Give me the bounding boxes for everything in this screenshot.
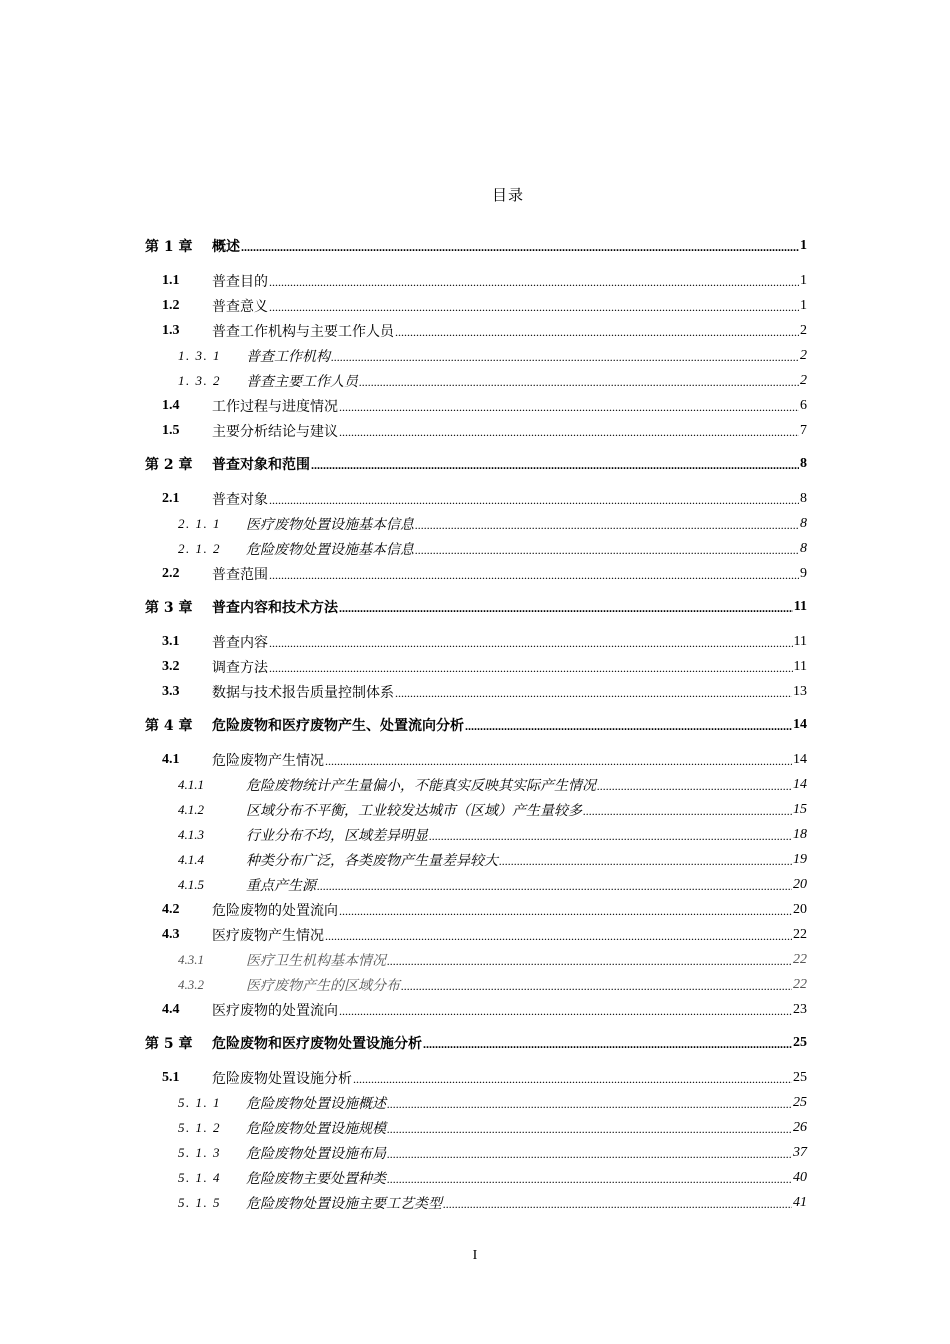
toc-entry-page: 40 xyxy=(793,1169,807,1185)
toc-entry-number: 1.3 xyxy=(162,322,180,338)
toc-entry-title: 种类分布广泛，各类废物产生量差异较大 xyxy=(246,852,498,869)
toc-dot-leader xyxy=(339,904,792,918)
toc-chapter-entry[interactable] xyxy=(145,1030,807,1056)
toc-entry-page: 15 xyxy=(793,801,807,817)
toc-subsection-entry[interactable] xyxy=(145,511,807,536)
toc-dot-leader xyxy=(465,719,792,733)
toc-subsection-entry[interactable] xyxy=(145,1190,807,1215)
toc-entry-page: 37 xyxy=(793,1144,807,1160)
toc-dot-leader xyxy=(499,854,792,868)
toc-dot-leader xyxy=(317,879,792,893)
toc-entry-number: 2. 1. 2 xyxy=(178,540,221,556)
toc-entry-number: 4.3.2 xyxy=(178,976,204,992)
toc-entry-number: 5. 1. 4 xyxy=(178,1169,221,1185)
toc-entry-number: 4.2 xyxy=(162,901,180,917)
toc-subsection-entry[interactable] xyxy=(145,1090,807,1115)
toc-dot-leader xyxy=(423,1037,792,1051)
toc-dot-leader xyxy=(443,1197,792,1211)
toc-entry-page: 20 xyxy=(793,876,807,892)
toc-entry-page: 22 xyxy=(793,951,807,967)
toc-entry-title: 调查方法 xyxy=(212,659,268,676)
toc-dot-leader xyxy=(325,929,792,943)
toc-entry-title: 普查主要工作人员 xyxy=(246,373,358,390)
toc-subsection-entry[interactable] xyxy=(145,1140,807,1165)
toc-entry-title: 危险废物处置设施分析 xyxy=(212,1070,352,1087)
toc-section-entry[interactable] xyxy=(145,654,807,679)
toc-entry-title: 普查工作机构与主要工作人员 xyxy=(212,323,394,340)
toc-dot-leader xyxy=(359,375,799,389)
toc-subsection-entry[interactable] xyxy=(145,847,807,872)
toc-dot-leader xyxy=(387,1172,792,1186)
toc-entry-page: 11 xyxy=(793,658,807,674)
toc-entry-page: 26 xyxy=(793,1119,807,1135)
toc-entry-page: 20 xyxy=(793,901,807,917)
toc-section-entry[interactable] xyxy=(145,293,807,318)
toc-entry-number: 1.1 xyxy=(162,272,180,288)
toc-entry-title: 医疗废物处置设施基本信息 xyxy=(246,516,414,533)
toc-dot-leader xyxy=(339,601,793,615)
toc-dot-leader xyxy=(387,1097,792,1111)
toc-entry-page: 1 xyxy=(800,297,807,313)
toc-entry-number: 1.4 xyxy=(162,397,180,413)
toc-subsection-entry[interactable] xyxy=(145,1115,807,1140)
toc-entry-number: 1. 3. 1 xyxy=(178,347,221,363)
toc-entry-number: 4.1.2 xyxy=(178,801,204,817)
toc-entry-title: 危险废物的处置流向 xyxy=(212,902,338,919)
toc-entry-number: 第 2 章 xyxy=(145,457,193,473)
toc-entry-title: 医疗废物产生情况 xyxy=(212,927,324,944)
toc-dot-leader xyxy=(331,350,799,364)
toc-entry-number: 5. 1. 3 xyxy=(178,1144,221,1160)
toc-entry-number: 4.1.3 xyxy=(178,826,204,842)
toc-entry-number: 4.1.5 xyxy=(178,876,204,892)
toc-entry-number: 第 4 章 xyxy=(145,718,193,734)
toc-entry-page: 13 xyxy=(793,683,807,699)
toc-dot-leader xyxy=(311,458,799,472)
toc-dot-leader xyxy=(339,425,799,439)
toc-entry-page: 2 xyxy=(800,322,807,338)
toc-entry-title: 数据与技术报告质量控制体系 xyxy=(212,684,394,701)
toc-entry-page: 8 xyxy=(800,490,807,506)
toc-entry-number: 2. 1. 1 xyxy=(178,515,221,531)
toc-section-entry[interactable] xyxy=(145,629,807,654)
toc-subsection-entry[interactable] xyxy=(145,368,807,393)
toc-entry-title: 区域分布不平衡，工业较发达城市（区域）产生量较多 xyxy=(246,802,582,819)
toc-entry-number: 2.1 xyxy=(162,490,180,506)
toc-entry-title: 重点产生源 xyxy=(246,877,316,894)
toc-entry-page: 14 xyxy=(793,751,807,767)
page-number: I xyxy=(472,1248,478,1263)
toc-entry-page: 18 xyxy=(793,826,807,842)
toc-dot-leader xyxy=(339,400,799,414)
toc-dot-leader xyxy=(395,686,792,700)
toc-entry-title: 普查内容和技术方法 xyxy=(212,600,338,616)
toc-dot-leader xyxy=(269,661,793,675)
toc-entry-number: 2.2 xyxy=(162,565,180,581)
toc-entry-number: 3.2 xyxy=(162,658,180,674)
toc-dot-leader xyxy=(387,1122,792,1136)
toc-entry-number: 1.2 xyxy=(162,297,180,313)
toc-entry-number: 5. 1. 2 xyxy=(178,1119,221,1135)
toc-chapter-entry[interactable] xyxy=(145,594,807,620)
toc-entry-title: 危险废物产生情况 xyxy=(212,752,324,769)
toc-entry-page: 14 xyxy=(793,776,807,792)
toc-subsection-entry[interactable] xyxy=(145,343,807,368)
toc-entry-title: 普查范围 xyxy=(212,566,268,583)
toc-subsection-entry[interactable] xyxy=(145,822,807,847)
toc-dot-leader xyxy=(401,979,792,993)
toc-entry-title: 普查意义 xyxy=(212,298,268,315)
toc-entry-page: 22 xyxy=(793,926,807,942)
toc-dot-leader xyxy=(395,325,799,339)
toc-entry-title: 危险废物统计产生量偏小，不能真实反映其实际产生情况 xyxy=(246,777,596,794)
toc-section-entry[interactable] xyxy=(145,997,807,1022)
toc-dot-leader xyxy=(269,636,793,650)
toc-entry-title: 危险废物处置设施主要工艺类型 xyxy=(246,1195,442,1212)
toc-entry-title: 医疗卫生机构基本情况 xyxy=(246,952,386,969)
toc-entry-page: 6 xyxy=(800,397,807,413)
toc-entry-number: 第 1 章 xyxy=(145,239,193,255)
toc-dot-leader xyxy=(241,240,799,254)
toc-section-entry[interactable] xyxy=(145,561,807,586)
toc-section-entry[interactable] xyxy=(145,486,807,511)
toc-entry-title: 医疗废物的处置流向 xyxy=(212,1002,338,1019)
toc-entry-page: 22 xyxy=(793,976,807,992)
toc-dot-leader xyxy=(269,493,799,507)
toc-entry-title: 工作过程与进度情况 xyxy=(212,398,338,415)
toc-entry-title: 危险废物主要处置种类 xyxy=(246,1170,386,1187)
toc-entry-number: 1. 3. 2 xyxy=(178,372,221,388)
toc-dot-leader xyxy=(269,275,799,289)
toc-subsection-entry[interactable] xyxy=(145,797,807,822)
toc-entry-number: 4.4 xyxy=(162,1001,180,1017)
toc-section-entry[interactable] xyxy=(145,747,807,772)
toc-entry-number: 4.3 xyxy=(162,926,180,942)
toc-entry-number: 4.1 xyxy=(162,751,180,767)
toc-entry-page: 9 xyxy=(800,565,807,581)
toc-entry-page: 25 xyxy=(793,1035,807,1050)
toc-entry-page: 2 xyxy=(800,347,807,363)
toc-dot-leader xyxy=(339,1004,792,1018)
toc-entry-page: 1 xyxy=(800,238,807,253)
toc-entry-title: 普查内容 xyxy=(212,634,268,651)
toc-entry-number: 4.3.1 xyxy=(178,951,204,967)
toc-entry-page: 19 xyxy=(793,851,807,867)
toc-entry-page: 23 xyxy=(793,1001,807,1017)
toc-section-entry[interactable] xyxy=(145,418,807,443)
toc-section-entry[interactable] xyxy=(145,1065,807,1090)
toc-entry-number: 第 3 章 xyxy=(145,600,193,616)
toc-entry-number: 5.1 xyxy=(162,1069,180,1085)
toc-entry-title: 危险废物处置设施布局 xyxy=(246,1145,386,1162)
table-of-contents xyxy=(145,233,807,1215)
toc-entry-page: 14 xyxy=(793,717,807,732)
toc-entry-title: 概述 xyxy=(212,239,240,255)
toc-subsection-entry[interactable] xyxy=(145,1165,807,1190)
toc-entry-title: 行业分布不均，区域差异明显 xyxy=(246,827,428,844)
toc-dot-leader xyxy=(387,954,792,968)
toc-entry-page: 11 xyxy=(793,599,807,614)
toc-section-entry[interactable] xyxy=(145,393,807,418)
toc-subsection-entry[interactable] xyxy=(145,972,807,997)
toc-entry-number: 1.5 xyxy=(162,422,180,438)
toc-dot-leader xyxy=(387,1147,792,1161)
toc-dot-leader xyxy=(597,779,792,793)
toc-entry-number: 3.1 xyxy=(162,633,180,649)
toc-section-entry[interactable] xyxy=(145,268,807,293)
toc-entry-page: 8 xyxy=(800,540,807,556)
toc-entry-title: 危险废物处置设施规模 xyxy=(246,1120,386,1137)
toc-entry-page: 25 xyxy=(793,1069,807,1085)
toc-entry-page: 41 xyxy=(793,1194,807,1210)
toc-entry-title: 危险废物处置设施基本信息 xyxy=(246,541,414,558)
toc-entry-title: 危险废物和医疗废物产生、处置流向分析 xyxy=(212,718,464,734)
toc-entry-number: 4.1.1 xyxy=(178,776,204,792)
toc-subsection-entry[interactable] xyxy=(145,536,807,561)
toc-dot-leader xyxy=(415,518,799,532)
toc-entry-number: 5. 1. 5 xyxy=(178,1194,221,1210)
toc-chapter-entry[interactable] xyxy=(145,451,807,477)
toc-section-entry[interactable] xyxy=(145,318,807,343)
toc-dot-leader xyxy=(269,300,799,314)
toc-section-entry[interactable] xyxy=(145,897,807,922)
toc-dot-leader xyxy=(353,1072,792,1086)
toc-section-entry[interactable] xyxy=(145,922,807,947)
toc-entry-title: 医疗废物产生的区域分布 xyxy=(246,977,400,994)
toc-entry-title: 主要分析结论与建议 xyxy=(212,423,338,440)
toc-entry-number: 第 5 章 xyxy=(145,1036,193,1052)
toc-entry-title: 普查对象和范围 xyxy=(212,457,310,473)
toc-dot-leader xyxy=(583,804,792,818)
toc-entry-page: 25 xyxy=(793,1094,807,1110)
toc-entry-title: 普查工作机构 xyxy=(246,348,330,365)
toc-dot-leader xyxy=(325,754,792,768)
toc-section-entry[interactable] xyxy=(145,679,807,704)
toc-entry-title: 危险废物和医疗废物处置设施分析 xyxy=(212,1036,422,1052)
toc-entry-number: 5. 1. 1 xyxy=(178,1094,221,1110)
toc-entry-number: 3.3 xyxy=(162,683,180,699)
toc-subsection-entry[interactable] xyxy=(145,772,807,797)
toc-dot-leader xyxy=(415,543,799,557)
toc-entry-page: 8 xyxy=(800,515,807,531)
toc-entry-title: 普查对象 xyxy=(212,491,268,508)
toc-entry-page: 1 xyxy=(800,272,807,288)
toc-dot-leader xyxy=(269,568,799,582)
toc-subsection-entry[interactable] xyxy=(145,947,807,972)
toc-entry-page: 11 xyxy=(793,633,807,649)
toc-dot-leader xyxy=(429,829,792,843)
toc-subsection-entry[interactable] xyxy=(145,872,807,897)
toc-entry-number: 4.1.4 xyxy=(178,851,204,867)
toc-title: 目录 xyxy=(491,186,524,204)
toc-entry-page: 2 xyxy=(800,372,807,388)
toc-entry-page: 7 xyxy=(800,422,807,438)
toc-entry-title: 危险废物处置设施概述 xyxy=(246,1095,386,1112)
toc-entry-page: 8 xyxy=(800,456,807,471)
toc-chapter-entry[interactable] xyxy=(145,233,807,259)
toc-entry-title: 普查目的 xyxy=(212,273,268,290)
toc-chapter-entry[interactable] xyxy=(145,712,807,738)
